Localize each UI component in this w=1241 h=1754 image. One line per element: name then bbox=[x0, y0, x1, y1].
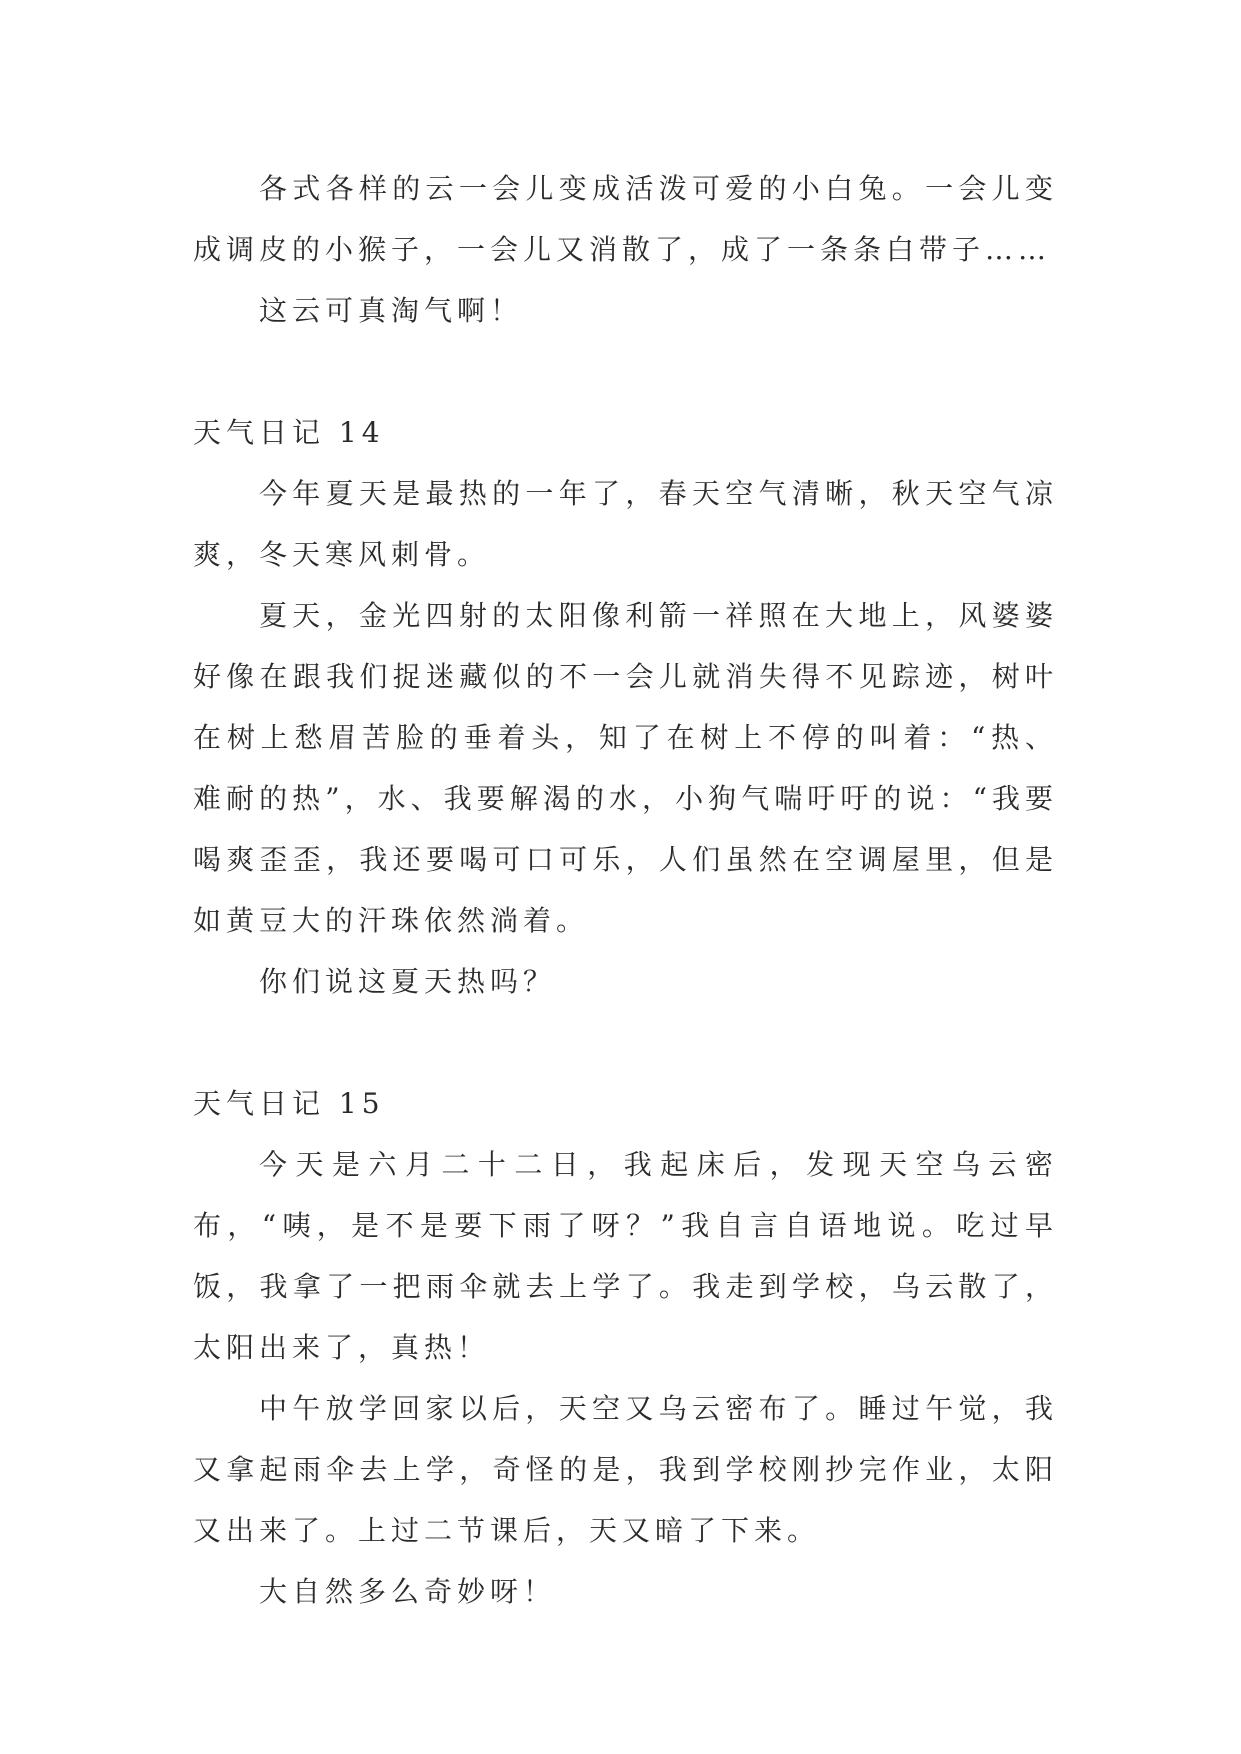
diary-15-paragraph-1: 今天是六月二十二日，我起床后，发现天空乌云密布，“咦，是不是要下雨了呀？”我自言自语地说。吃过早饭，我拿了一把雨伞就去上学了。我走到学校，乌云散了，太阳出来了，真热！ bbox=[193, 1148, 1058, 1364]
intro-paragraph-1: 各式各样的云一会儿变成活泼可爱的小白兔。一会儿变成调皮的小猴子，一会儿又消散了，成了一条条白带子…… bbox=[193, 172, 1058, 266]
diary-15-title: 天气日记 15 bbox=[193, 1087, 385, 1120]
diary-14-paragraph-1: 今年夏天是最热的一年了，春天空气清晰，秋天空气凉爽，冬天寒风刺骨。 bbox=[193, 477, 1058, 571]
diary-15-paragraph-3: 大自然多么奇妙呀！ bbox=[259, 1575, 557, 1608]
diary-14-title: 天气日记 14 bbox=[193, 416, 385, 449]
diary-14-paragraph-2: 夏天，金光四射的太阳像利箭一祥照在大地上，风婆婆好像在跟我们捉迷藏似的不一会儿就消失得不见踪迹，树叶在树上愁眉苦脸的垂着头，知了在树上不停的叫着：“热、难耐的热”，水、我要解渴的水，小狗气喘吁吁的说：“我要喝爽歪歪，我还要喝可口可乐，人们虽然在空调屋里，但是如黄豆大的汗珠依然淌着。 bbox=[193, 599, 1058, 937]
intro-paragraph-2: 这云可真淘气啊！ bbox=[259, 294, 524, 327]
diary-15-paragraph-2: 中午放学回家以后，天空又乌云密布了。睡过午觉，我又拿起雨伞去上学，奇怪的是，我到学校刚抄完作业，太阳又出来了。上过二节课后，天又暗了下来。 bbox=[193, 1392, 1058, 1547]
diary-14-paragraph-3: 你们说这夏天热吗？ bbox=[259, 965, 557, 998]
document-body bbox=[193, 158, 1058, 1622]
